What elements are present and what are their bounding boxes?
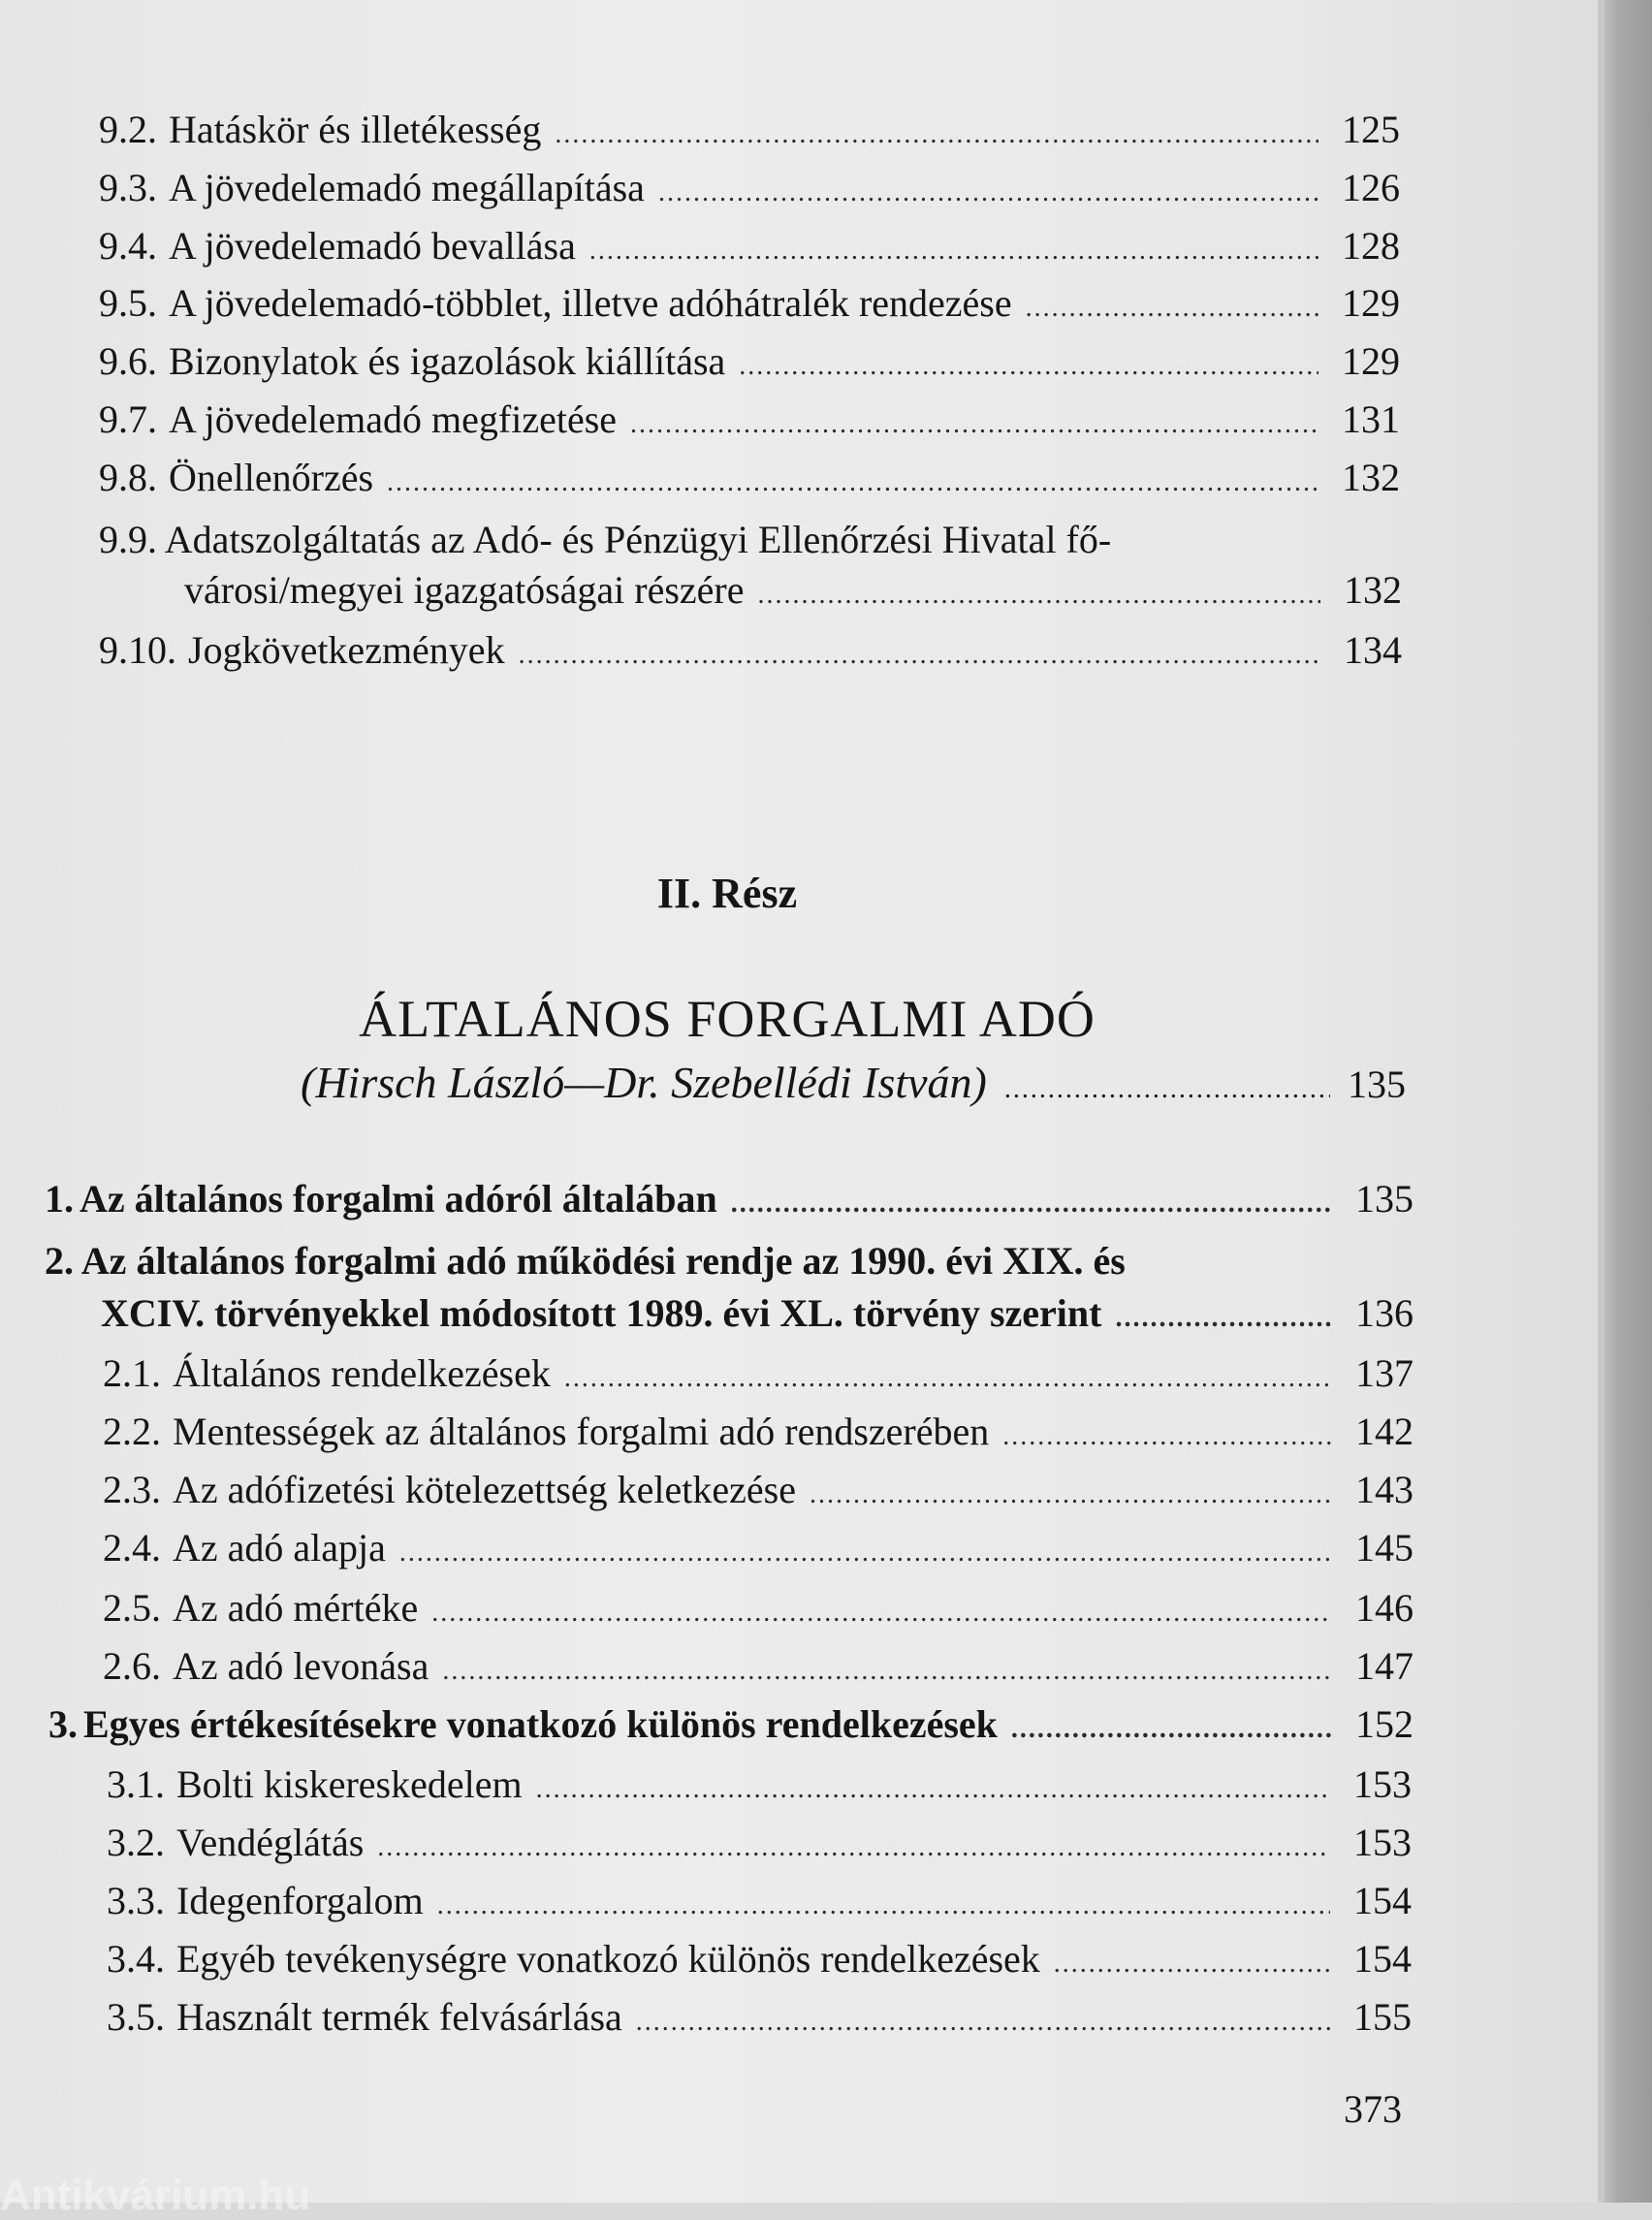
entry-page: 155 [1353,1995,1412,2039]
entry-number: 9.2. [99,108,157,151]
authors-page: 135 [1348,1062,1406,1106]
entry-number: 9.3. [99,166,157,209]
entry-title: A jövedelemadó megállapítása [169,166,645,209]
entry-title: A jövedelemadó megfizetése [169,397,618,441]
leader-dots [630,402,1318,447]
entry-page: 128 [1342,224,1400,268]
leader-dots [431,1591,1332,1635]
entry-number: 9.5. [99,281,157,325]
entry-number: 2.2. [103,1410,161,1453]
part-label: II. Rész [656,870,798,917]
toc-entry-9-10 [99,628,1402,678]
entry-number: 3.1. [107,1762,165,1806]
page-edge-shadow [1598,0,1604,2203]
entry-page: 134 [1344,628,1402,672]
entry-page: 129 [1342,339,1400,383]
entry-title: Vendéglátás [176,1821,365,1864]
leader-dots [658,171,1318,215]
entry-title: Egyéb tevékenységre vonatkozó különös rendelkezések [176,1937,1040,1981]
leader-dots [1004,1074,1330,1105]
leader-dots [387,460,1318,505]
entry-number: 3.2. [107,1821,165,1864]
part-title: ÁLTALÁNOS FORGALMI ADÓ [359,990,1096,1048]
toc-chapter-2-line2 [101,1291,1414,1341]
toc-entry-9-5 [99,281,1400,331]
entry-page: 129 [1342,281,1400,325]
entry-page: 154 [1353,1937,1412,1981]
entry-number: 3.3. [107,1879,165,1922]
chapter-page: 152 [1355,1702,1414,1746]
leader-dots [1011,1707,1332,1752]
entry-page: 125 [1342,108,1400,151]
entry-page: 153 [1353,1762,1412,1806]
leader-dots [739,344,1318,389]
leader-dots [437,1884,1330,1928]
entry-page: 153 [1353,1821,1412,1864]
toc-entry-9-2 [99,108,1400,157]
entry-number: 3.5. [107,1995,165,2039]
toc-entry-2-4 [103,1526,1414,1575]
entry-title: A jövedelemadó-többlet, illetve adóhátralék rendezése [169,281,1012,325]
chapter-page: 136 [1355,1291,1414,1335]
entry-title: Bolti kiskereskedelem [176,1762,523,1806]
leader-dots [1054,1942,1330,1986]
toc-chapter-1 [45,1177,1414,1226]
entry-number: 9.4. [99,224,157,268]
leader-dots [1002,1414,1332,1459]
chapter-title-line2: XCIV. törvényekkel módosított 1989. évi XL. törvény szerint [101,1291,1102,1335]
entry-page: 146 [1355,1586,1414,1630]
leader-dots [564,1356,1332,1401]
toc-entry-9-9-line2 [184,568,1402,618]
chapter-number: 1. [45,1177,74,1221]
leader-dots [636,2000,1330,2045]
entry-page: 147 [1355,1644,1414,1688]
chapter-number: 2. [45,1239,74,1283]
leader-dots [589,229,1318,273]
entry-title-line1: Adatszolgáltatás az Adó- és Pénzügyi Ellenőrzési Hivatal fő- [164,518,1112,561]
leader-dots [810,1473,1332,1517]
entry-page: 145 [1355,1526,1414,1570]
entry-page: 131 [1342,397,1400,441]
toc-entry-9-6 [99,339,1400,389]
entry-number: 2.1. [103,1351,161,1395]
chapter-page: 135 [1355,1177,1414,1221]
entry-title: Jogkövetkezmények [188,628,505,672]
entry-title: Az adó levonása [173,1644,429,1688]
toc-entry-9-4 [99,224,1400,273]
entry-number: 9.10. [99,628,176,672]
leader-dots [555,112,1318,157]
entry-number: 9.9. [99,518,157,561]
toc-entry-9-9-line1 [99,518,1111,562]
entry-page: 126 [1342,166,1400,209]
toc-entry-2-6 [103,1644,1414,1694]
entry-number: 9.8. [99,456,157,499]
chapter-title: Az általános forgalmi adóról általában [79,1177,717,1221]
entry-page: 143 [1355,1468,1414,1511]
entry-title: Általános rendelkezések [173,1351,551,1395]
entry-number: 2.4. [103,1526,161,1570]
leader-dots [399,1531,1332,1575]
chapter-title-line1: Az általános forgalmi adó működési rendje az 1990. évi XIX. és [80,1239,1126,1283]
toc-entry-3-1 [107,1762,1412,1812]
entry-number: 2.6. [103,1644,161,1688]
entry-number: 2.5. [103,1586,161,1630]
leader-dots [1026,286,1318,331]
entry-title: Az adó mértéke [173,1586,419,1630]
toc-entry-9-8 [99,456,1400,505]
chapter-title: Egyes értékesítésekre vonatkozó különös rendelkezések [83,1702,998,1746]
chapter-number: 3. [48,1702,78,1746]
entry-title: Idegenforgalom [176,1879,424,1922]
leader-dots [536,1767,1330,1812]
entry-number: 2.3. [103,1468,161,1511]
entry-page: 132 [1342,456,1400,499]
entry-page: 154 [1353,1879,1412,1922]
entry-title: Önellenőrzés [169,456,374,499]
toc-entry-9-3 [99,166,1400,215]
toc-entry-3-2 [107,1821,1412,1870]
entry-title: Használt termék felvásárlása [176,1995,622,2039]
toc-entry-3-3 [107,1879,1412,1928]
entry-title: Mentességek az általános forgalmi adó rendszerében [173,1410,990,1453]
toc-entry-2-5 [103,1586,1414,1635]
entry-number: 9.7. [99,397,157,441]
leader-dots [519,633,1320,678]
leader-dots [1115,1296,1332,1341]
entry-page: 132 [1344,568,1402,612]
toc-chapter-2-line1 [45,1239,1126,1284]
toc-entry-2-1 [103,1351,1414,1401]
entry-number: 3.4. [107,1937,165,1981]
toc-entry-3-5 [107,1995,1412,2045]
entry-title: A jövedelemadó bevallása [169,224,576,268]
toc-entry-2-2 [103,1410,1414,1459]
part-authors: (Hirsch László—Dr. Szebellédi István) [301,1058,987,1107]
book-edge [1604,0,1652,2203]
toc-entry-3-4 [107,1937,1412,1986]
leader-dots [731,1182,1332,1226]
leader-dots [377,1825,1330,1870]
entry-title: Az adó alapja [173,1526,386,1570]
part-authors-row [301,1057,1406,1108]
toc-entry-2-3 [103,1468,1414,1517]
entry-page: 142 [1355,1410,1414,1453]
entry-title-line2: városi/megyei igazgatóságai részére [184,568,745,612]
entry-page: 137 [1355,1351,1414,1395]
leader-dots [442,1649,1332,1694]
entry-title: Hatáskör és illetékesség [169,108,542,151]
toc-entry-9-7 [99,397,1400,447]
entry-title: Bizonylatok és igazolások kiállítása [169,339,726,383]
entry-title: Az adófizetési kötelezettség keletkezése [173,1468,796,1511]
page-folio: 373 [1344,2087,1402,2131]
toc-chapter-3 [48,1702,1414,1752]
leader-dots [758,573,1321,618]
watermark-text: Antikvárium.hu [0,2172,311,2219]
entry-number: 9.6. [99,339,157,383]
